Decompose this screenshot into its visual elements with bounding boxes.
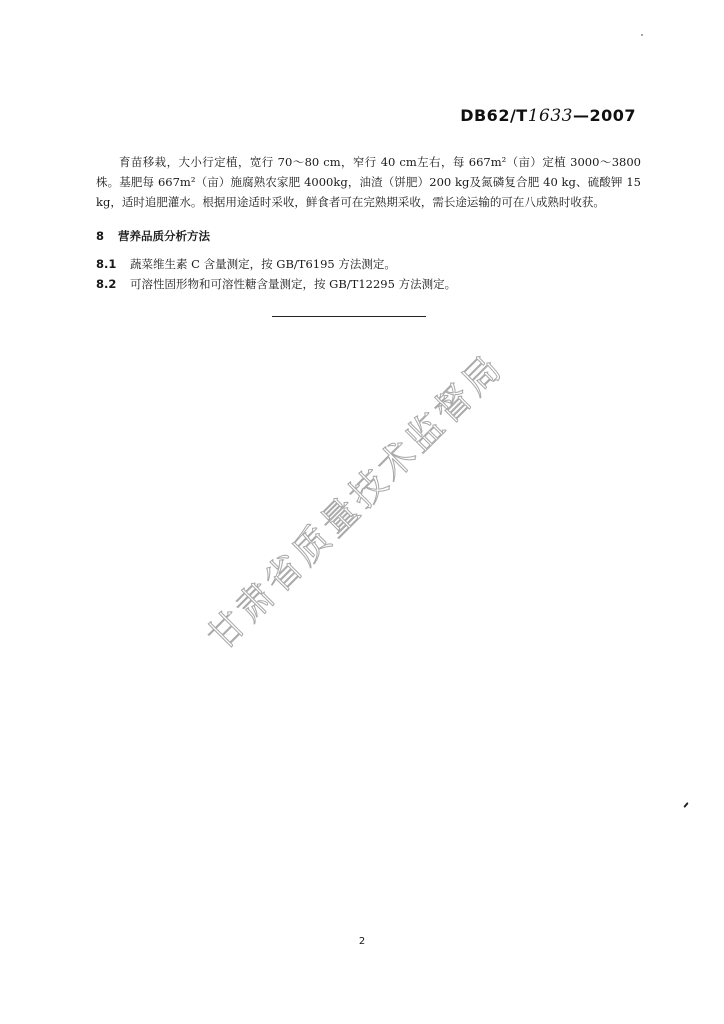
ink-mark	[683, 802, 688, 808]
section-8-heading	[96, 226, 641, 246]
clause-8-2	[96, 274, 641, 294]
standard-code-suffix: —2007	[572, 106, 636, 125]
section-8-title: 营养品质分析方法	[118, 229, 211, 243]
page-number: 2	[358, 936, 366, 947]
standard-code-prefix: DB62/T	[460, 106, 528, 125]
document-body	[96, 152, 641, 294]
clause-8-1	[96, 254, 641, 274]
clause-8-1-number: 8.1	[96, 257, 117, 271]
watermark: 甘肃省质量技术监督局	[200, 346, 513, 659]
scan-speck	[641, 34, 643, 36]
cultivation-paragraph: 育苗移栽，大小行定植，宽行 70～80 cm，窄行 40 cm左右，每 667m²（亩）定植 3000～3800株。基肥每 667m²（亩）施腐熟农家肥 4000kg，油渣（饼肥）200 kg及氮磷复合肥 40 kg、硫酸钾 15 kg，适时追肥灌水。根据用途适时采收，鲜食者可在完熟期采收，需长途运输的可在八成熟时收获。	[96, 155, 641, 209]
section-8-number: 8	[96, 229, 105, 243]
standard-code	[460, 106, 636, 126]
end-of-standard-rule	[272, 316, 426, 317]
clause-8-2-number: 8.2	[96, 277, 117, 291]
standard-code-number: 1633	[527, 106, 573, 126]
clause-8-2-text: 可溶性固形物和可溶性糖含量测定，按 GB/T12295 方法测定。	[130, 277, 457, 291]
clause-8-1-text: 蔬菜维生素 C 含量测定，按 GB/T6195 方法测定。	[130, 257, 396, 271]
